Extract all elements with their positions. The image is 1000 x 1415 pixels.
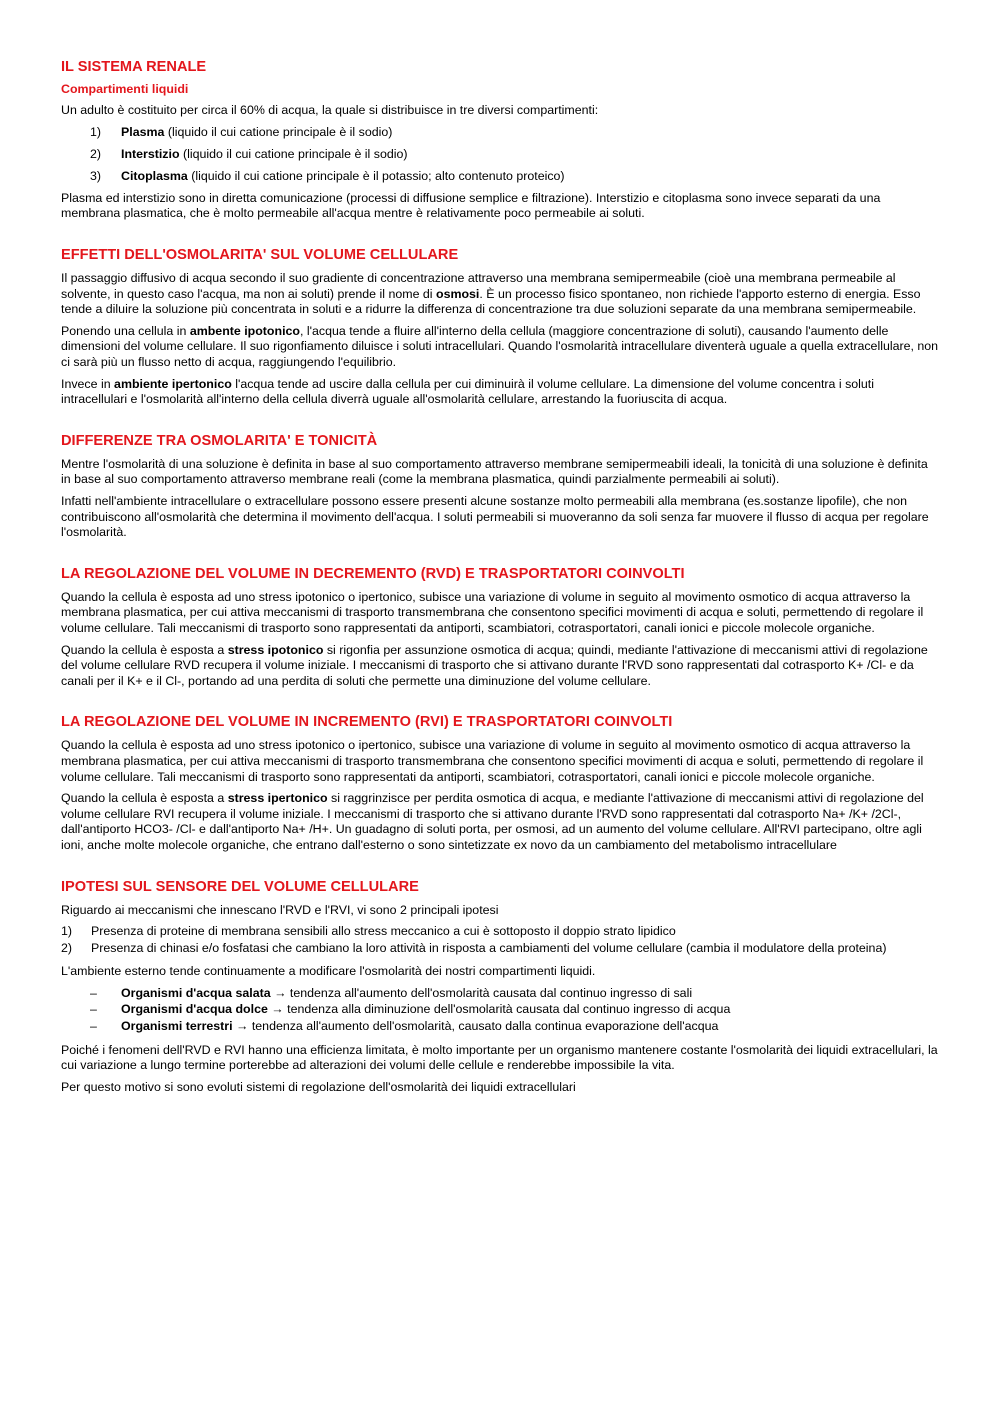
text-run: . È un processo fisico spontaneo, non richiede l'apporto esterno di energia. Esso tende a diluire la soluzione più concentrata in soluti e a ridurre la differenza di concentrazione tra due soluzioni separate da una membrana semipermeabile. [61, 286, 921, 317]
text-run: Quando la cellula è esposta a [61, 642, 228, 657]
document-title: IL SISTEMA RENALE [61, 59, 207, 75]
list-item [90, 1002, 940, 1018]
paragraph: Un adulto è costituito per circa il 60% di acqua, la quale si distribuisce in tre diversi compartimenti: [61, 103, 599, 117]
term: Organismi d'acqua salata [121, 985, 271, 1000]
bold-term: ambiente ipertonico [114, 376, 232, 391]
term-desc: → tendenza all'aumento dell'osmolarità, causato dalla continua evaporazione dell'acqua [232, 1019, 719, 1034]
section-heading: EFFETTI DELL'OSMOLARITA' SUL VOLUME CELLULARE [61, 247, 459, 264]
text-run: Ponendo una cellula in [61, 323, 190, 338]
list-item [90, 147, 940, 163]
paragraph: Riguardo ai meccanismi che innescano l'RVD e l'RVI, vi sono 2 principali ipotesi [61, 902, 499, 917]
bold-term: stress ipertonico [227, 791, 328, 806]
term-desc: → tendenza all'aumento dell'osmolarità causata dal continuo ingresso di sali [270, 985, 693, 1000]
paragraph [61, 377, 940, 408]
section-sensore [61, 878, 940, 1096]
paragraph [61, 324, 940, 371]
organisms-list [61, 986, 940, 1035]
text-run: Invece in [61, 376, 115, 391]
term-desc: (liquido il cui catione principale è il potassio; alto contenuto proteico) [187, 168, 565, 183]
section-osmolarita-volume [61, 246, 940, 408]
paragraph: Infatti nell'ambiente intracellulare o extracellulare possono essere presenti alcune sostanze molto permeabili alla membrana (es.sostanze lipofile), che non contribuiscono all'osmolarità che determina il movimento dell'acqua. I soluti permeabili si muoveranno da soli senza far muovere il flusso di acqua per regolare l'osmolarità. [61, 494, 929, 540]
paragraph: Poiché i fenomeni dell'RVD e RVI hanno una efficienza limitata, è molto importante per un organismo mantenere costante l'osmolarità dei liquidi extracellulari, la cui variazione a lungo termine porterebbe ad alterazioni dei volumi delle cellule e renderebbe impossibile la vita. [61, 1042, 938, 1073]
text-run: , l'acqua tende a fluire all'interno della cellula (maggiore concentrazione di soluti), causando l'aumento delle dimensioni del volume cellulare. Il suo rigonfiamento diluisce i soluti intracellulari. Quando l'osmolarità intracellulare diventerà uguale a quella extracellulare, non ci sarà più un flusso netto di acqua, raggiungendo l'equilibrio. [61, 323, 939, 370]
bold-term: ambente ipotonico [189, 323, 300, 338]
text-run: l'acqua tende ad uscire dalla cellula per cui diminuirà il volume cellulare. La dimensione del volume concentra i soluti intracellulari e l'osmolarità all'interno della cellula diverrà uguale all'osmolarità cellulare, arrestando la fuoriuscita di acqua. [61, 376, 874, 407]
paragraph: Mentre l'osmolarità di una soluzione è definita in base al suo comportamento attraverso membrane semipermeabili ideali, la tonicità di una soluzione è definita in base al suo comportamento attraverso membrane reali (come la membrana plasmatica, quindi parzialmente permeabili ai soluti). [61, 456, 928, 487]
text-run: Il passaggio diffusivo di acqua secondo il suo gradiente di concentrazione attraverso una membrana semipermeabile (cioè una membrana permeabile al solvente, in questo caso l'acqua, ma non ai soluti) prende il nome di [61, 271, 896, 301]
subtitle-compartimenti: Compartimenti liquidi [61, 82, 189, 96]
hypotheses-list [61, 924, 940, 956]
paragraph [61, 791, 940, 853]
section-heading: DIFFERENZE TRA OSMOLARITA' E TONICITÀ [61, 432, 378, 449]
paragraph [61, 271, 940, 318]
term: Interstizio [121, 146, 180, 161]
paragraph [61, 643, 940, 690]
list-number: 2) [90, 146, 102, 161]
section-heading: LA REGOLAZIONE DEL VOLUME IN DECREMENTO (RVD) E TRASPORTATORI COINVOLTI [61, 565, 685, 582]
term: Organismi d'acqua dolce [121, 1002, 268, 1017]
paragraph: Quando la cellula è esposta ad uno stress ipotonico o ipertonico, subisce una variazione di volume in seguito al movimento osmotico di acqua attraverso la membrana plasmatica, per cui attiva meccanismi di trasporto transmembrana che consentono specifici movimenti di acqua e soluti, permettendo di regolare il volume cellulare. Tali meccanismi di trasporto sono rappresentati da antiporti, scambiatori, cotrasportatori, canali ionici e piccole molecole organiche. [61, 589, 924, 635]
bold-term: osmosi [436, 286, 480, 301]
list-number: 1) [90, 124, 102, 139]
list-text: Presenza di chinasi e/o fosfatasi che cambiano la loro attività in risposta a cambiamenti del volume cellulare (cambia il modulatore della proteina) [91, 940, 887, 955]
text-run: si raggrinzisce per perdita osmotica di acqua, e mediante l'attivazione di meccanismi attivi di regolazione del volume cellulare RVI recupera il volume iniziale. I meccanismi di trasporto che si attivano durante l'RVD sono rappresentati dal cotrasporto Na+ /K+ /2Cl-, dall'antiporto HCO3- /Cl- e dall'antiporto Na+ /H+. Un guadagno di soluti porta, per osmosi, ad un aumento del volume cellulare. All'RVI partecipano, oltre agli ioni, anche molte molecole organiche, che entrano dall'esterno o sono sintetizzate ex novo da un cambiamento del metabolismo intracellulare [61, 791, 924, 852]
paragraph: Per questo motivo si sono evoluti sistemi di regolazione dell'osmolarità dei liquidi extracellulari [61, 1079, 576, 1094]
compartments-list [61, 125, 940, 185]
list-item [90, 986, 940, 1002]
term-desc: → tendenza alla diminuzione dell'osmolarità causata dal continuo ingresso di acqua [267, 1002, 731, 1017]
term: Organismi terrestri [121, 1019, 233, 1034]
list-number: 2) [61, 940, 73, 955]
dash-bullet: – [90, 1002, 97, 1017]
paragraph: Plasma ed interstizio sono in diretta comunicazione (processi di diffusione semplice e filtrazione). Interstizio e citoplasma sono invece separati da una membrana plasmatica, che è molto permeabile all'acqua mentre è relativamente poco permeabile ai soluti. [61, 190, 881, 221]
paragraph: L'ambiente esterno tende continuamente a modificare l'osmolarità dei nostri compartimenti liquidi. [61, 964, 596, 979]
term: Plasma [121, 124, 165, 139]
term: Citoplasma [121, 168, 188, 183]
section-heading: IPOTESI SUL SENSORE DEL VOLUME CELLULARE [61, 878, 419, 895]
term-desc: (liquido il cui catione principale è il sodio) [164, 124, 393, 139]
list-item [90, 169, 940, 185]
list-number: 3) [90, 168, 102, 183]
list-item [61, 924, 940, 940]
text-run: si rigonfia per assunzione osmotica di acqua; quindi, mediante l'attivazione di meccanismi attivi di regolazione del volume cellulare RVD recupera il volume iniziale. I meccanismi di trasporto che si attivano durante l'RVD sono rappresentati dal cotrasporto K+ /Cl- e da canali per il K+ e il Cl-, portando ad una perdita di soluti che permette una diminuzione del volume cellulare. [61, 642, 928, 688]
section-heading: LA REGOLAZIONE DEL VOLUME IN INCREMENTO (RVI) E TRASPORTATORI COINVOLTI [61, 714, 673, 731]
term-desc: (liquido il cui catione principale è il sodio) [179, 146, 408, 161]
text-run: Quando la cellula è esposta a [61, 791, 228, 806]
paragraph: Quando la cellula è esposta ad uno stress ipotonico o ipertonico, subisce una variazione di volume in seguito al movimento osmotico di acqua attraverso la membrana plasmatica, per cui attiva meccanismi di trasporto transmembrana che consentono specifici movimenti di acqua e soluti, permettendo di regolare il volume cellulare. Tali meccanismi di trasporto sono rappresentati da antiporti, scambiatori, cotrasportatori, canali ionici e piccole molecole organiche. [61, 738, 924, 784]
list-item [90, 125, 940, 141]
list-item [90, 1019, 940, 1035]
section-rvd [61, 565, 940, 690]
dash-bullet: – [90, 1019, 97, 1034]
section-rvi [61, 713, 940, 853]
dash-bullet: – [90, 985, 97, 1000]
list-item [61, 941, 940, 957]
list-number: 1) [61, 924, 73, 939]
section-tonicita [61, 432, 940, 541]
list-text: Presenza di proteine di membrana sensibili allo stress meccanico a cui è sottoposto il doppio strato lipidico [91, 924, 676, 939]
section-compartimenti [61, 82, 940, 222]
bold-term: stress ipotonico [227, 642, 324, 657]
